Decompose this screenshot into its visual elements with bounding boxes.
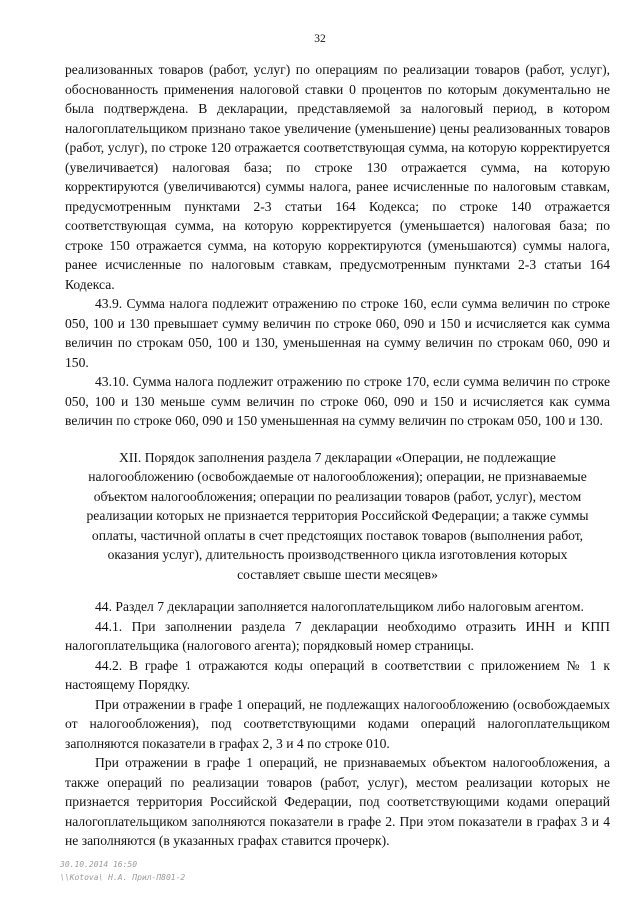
page-number: 32 — [314, 33, 326, 45]
document-body — [65, 60, 610, 851]
paragraph-44-1: 44.1. При заполнении раздела 7 декларации необходимо отразить ИНН и КПП налогоплательщика (налогового агента); порядковый номер страницы. — [65, 618, 610, 653]
paragraph-44-2: 44.2. В графе 1 отражаются коды операций в соответствии с приложением № 1 к настоящему Порядку. — [65, 657, 610, 692]
paragraph-nontaxable-operations: При отражении в графе 1 операций, не подлежащих налогообложению (освобождаемых от налогообложения), под соответствующими кодами операций налогоплательщиком заполняются показатели в графах 2, 3 и 4 по строке 010. — [65, 696, 610, 751]
footer-file-path: \\Kotova\ Н.А. Прил-П801-2 — [60, 873, 186, 882]
paragraph-continuation: реализованных товаров (работ, услуг) по операциям по реализации товаров (работ, услуг), обоснованность применения налоговой ставки 0 процентов по которым документально не была подтверждена. В декларации, представляемой за налоговый период, в котором налогоплательщиком признано такое увеличение (уменьшение) цены реализованных товаров (работ, услуг), по строке 120 отражается соответствующая сумма, на которую корректируется (увеличивается) налоговая база; по строке 130 отражается сумма, на которую корректируются (увеличиваются) суммы налога, ранее исчисленные по налоговым ставкам, предусмотренным пунктами 2-3 статьи 164 Кодекса; по строке 140 отражается соответствующая сумма, на которую корректируется (уменьшается) налоговая база; по строке 150 отражается сумма, на которую корректируются (уменьшаются) суммы налога, ранее исчисленные по налоговым ставкам, предусмотренным пунктами 2-3 статьи 164 Кодекса. — [65, 62, 610, 292]
file-stamp-footer — [60, 858, 185, 884]
paragraph-44: 44. Раздел 7 декларации заполняется налогоплательщиком либо налоговым агентом. — [95, 599, 584, 614]
paragraph-43-10: 43.10. Сумма налога подлежит отражению по строке 170, если сумма величин по строке 050, 100 и 130 меньше сумм величин по строке 060, 090 и 150 и исчисляется как сумма величин по строке 060, 090 и 150 уменьшенная на сумму величин по строкам 050, 100 и 130. — [65, 374, 610, 428]
paragraph-nonobject-operations: При отражении в графе 1 операций, не признаваемых объектом налогообложения, а также операций по реализации товаров (работ, услуг), местом реализации которых не признается территория Российской Федерации, под соответствующими кодами операций налогоплательщиком заполняются показатели в графе 2. При этом показатели в графах 3 и 4 не заполняются (в указанных графах ставится прочерк). — [65, 755, 610, 848]
section-heading: XII. Порядок заполнения раздела 7 декларации «Операции, не подлежащие налогообложению (освобождаемые от налогообложения); операции, не признаваемые объектом налогообложения; операции по реализации товаров (работ, услуг), местом реализации которых не признается территория Российской Федерации; а также суммы оплаты, частичной оплаты в счет предстоящих поставок товаров (выполнения работ, оказания услуг), длительность производственного цикла изготовления которых составляет свыше шести месяцев» — [86, 449, 589, 582]
paragraph-43-9: 43.9. Сумма налога подлежит отражению по строке 160, если сумма величин по строке 050, 100 и 130 превышает сумму величин по строке 060, 090 и 150 и исчисляется как сумма величин по строкам 050, 100 и 130, уменьшенная на сумму величин по строкам 060, 090 и 150. — [65, 296, 610, 370]
footer-timestamp: 30.10.2014 16:50 — [60, 860, 138, 869]
